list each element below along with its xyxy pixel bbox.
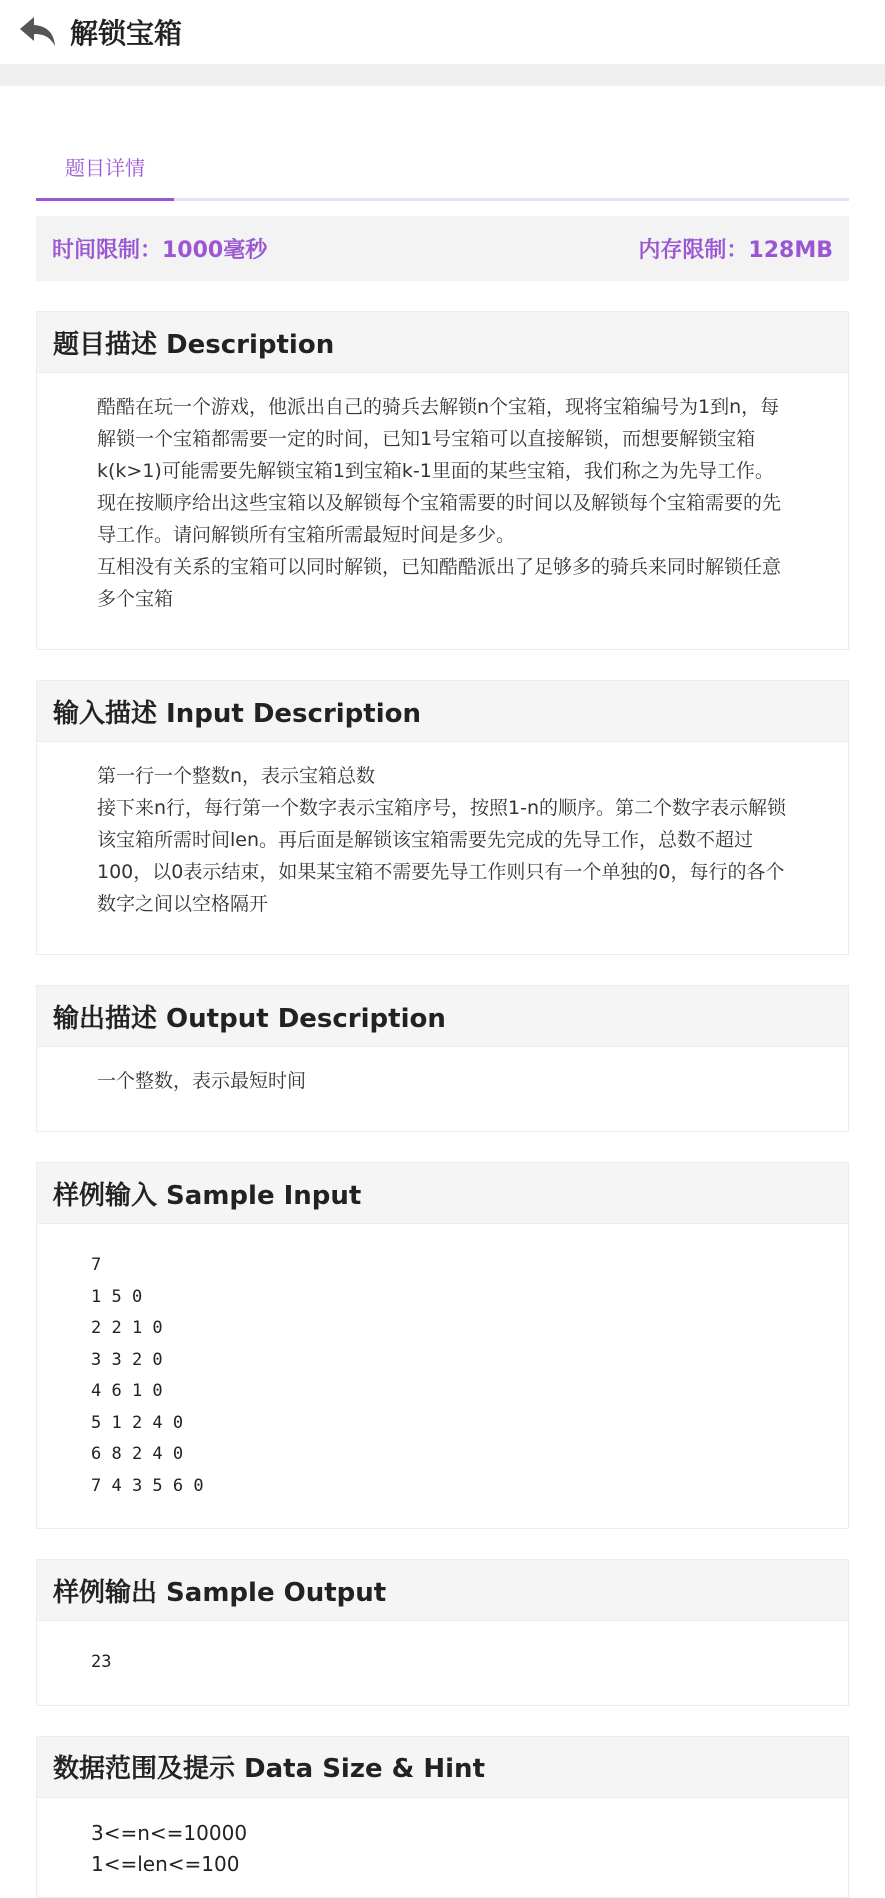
limits-bar: [36, 216, 849, 281]
input-paragraph: 接下来n行，每行第一个数字表示宝箱序号，按照1-n的顺序。第二个数字表示解锁该宝箱所需时间len。再后面是解锁该宝箱需要先完成的先导工作，总数不超过100，以0表示结束，如果某宝箱不需要先导工作则只有一个单独的0，每行的各个数字之间以空格隔开: [97, 797, 787, 915]
hint-body: [37, 1798, 848, 1880]
tab-bar: [36, 134, 849, 201]
tab-problem-details[interactable]: 题目详情: [65, 155, 145, 180]
description-section: [36, 311, 849, 650]
sample-input-heading: 样例输入 Sample Input: [37, 1163, 848, 1224]
tab-active-indicator: [36, 198, 174, 201]
description-paragraph: 互相没有关系的宝箱可以同时解锁，已知酷酷派出了足够多的骑兵来同时解锁任意多个宝箱: [97, 556, 782, 610]
hint-section: [36, 1736, 849, 1898]
memory-limit: 内存限制：128MB: [638, 238, 833, 263]
code-line: 7: [91, 1255, 102, 1275]
header-divider: [0, 64, 885, 86]
problem-container: [0, 134, 885, 1898]
output-description-section: [36, 985, 849, 1132]
code-line: 5 1 2 4 0: [91, 1412, 184, 1433]
code-line: 2 2 1 0: [91, 1318, 163, 1338]
time-limit: 时间限制：1000毫秒: [52, 238, 268, 263]
input-description-section: [36, 680, 849, 955]
sample-input-code: [37, 1224, 848, 1528]
hint-line: 3<=n<=10000: [91, 1820, 248, 1845]
hint-heading: 数据范围及提示 Data Size & Hint: [37, 1737, 848, 1798]
code-line: 23: [91, 1652, 112, 1672]
page-title: 解锁宝箱: [70, 17, 183, 50]
description-paragraph: 酷酷在玩一个游戏，他派出自己的骑兵去解锁n个宝箱，现将宝箱编号为1到n，每解锁一个宝箱都需要一定的时间，已知1号宝箱可以直接解锁，而想要解锁宝箱k(k>1)可能需要先解锁宝箱1到宝箱k-1里面的某些宝箱，我们称之为先导工作。现在按顺序给出这些宝箱以及解锁每个宝箱需要的时间以及解锁每个宝箱需要的先导工作。请问解锁所有宝箱所需最短时间是多少。: [97, 396, 782, 546]
description-body: [37, 373, 848, 649]
code-line: 4 6 1 0: [91, 1381, 163, 1401]
input-paragraph: 第一行一个整数n，表示宝箱总数: [97, 765, 376, 787]
input-description-body: [37, 742, 848, 954]
description-heading: 题目描述 Description: [37, 312, 848, 373]
output-description-heading: 输出描述 Output Description: [37, 986, 848, 1047]
code-line: 6 8 2 4 0: [91, 1444, 184, 1464]
top-bar: [0, 0, 885, 64]
sample-output-section: [36, 1559, 849, 1706]
code-line: 3 3 2 0: [91, 1349, 163, 1370]
sample-output-heading: 样例输出 Sample Output: [37, 1560, 848, 1621]
input-description-heading: 输入描述 Input Description: [37, 681, 848, 742]
back-arrow-icon[interactable]: [18, 14, 58, 50]
code-line: 1 5 0: [91, 1286, 143, 1307]
output-paragraph: 一个整数，表示最短时间: [97, 1070, 307, 1092]
sample-input-section: [36, 1162, 849, 1529]
output-description-body: [37, 1047, 848, 1131]
sample-output-code: [37, 1621, 848, 1705]
hint-line: 1<=len<=100: [91, 1851, 240, 1876]
code-line: 7 4 3 5 6 0: [91, 1475, 204, 1496]
